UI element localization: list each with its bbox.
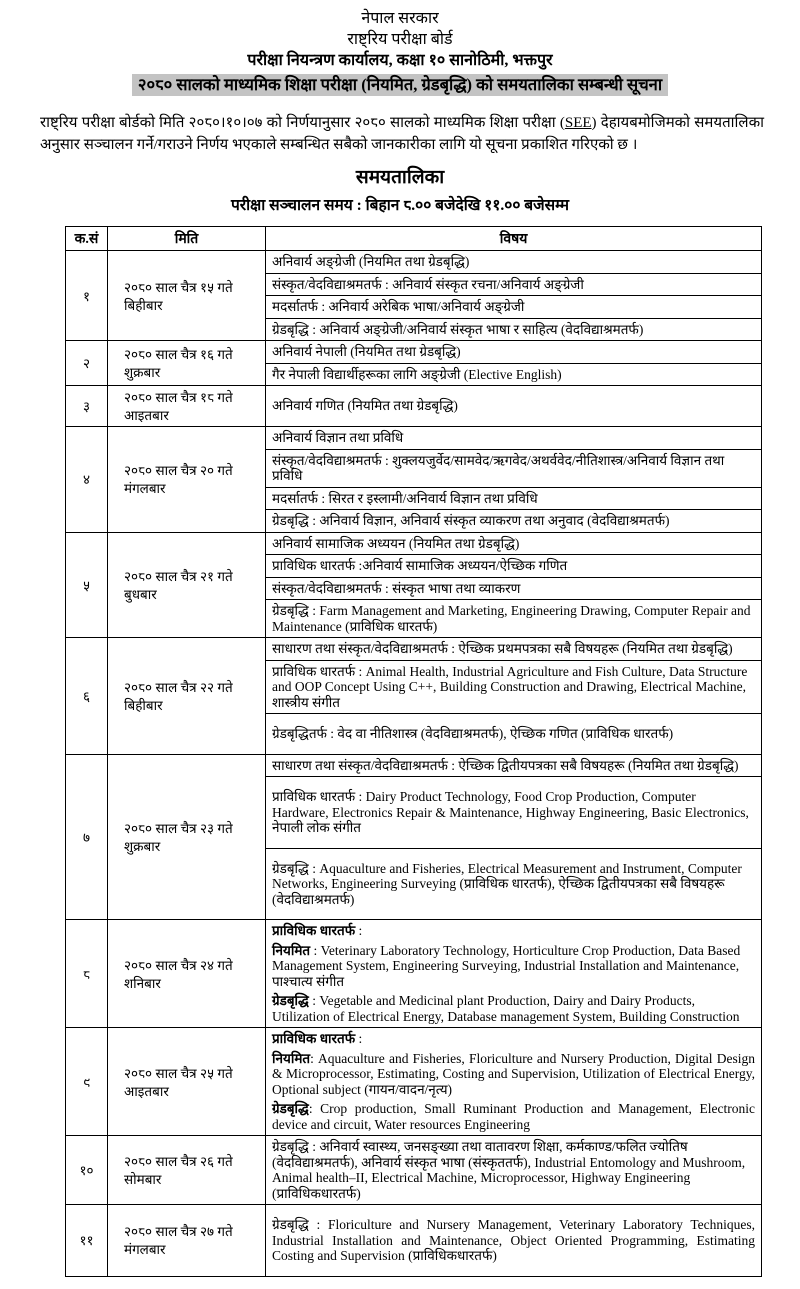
subject-line: प्राविधिक धारतर्फ : [272, 923, 363, 938]
subject-cell [266, 532, 762, 555]
table-row [66, 427, 762, 450]
date-cell: २०८० साल चैत्र २० गते मंगलबार [108, 427, 266, 533]
subject-cell [266, 363, 762, 386]
subject-cell [266, 754, 762, 777]
date-cell: २०८० साल चैत्र २४ गते शनिबार [108, 920, 266, 1028]
date-cell: २०८० साल चैत्र २१ गते बुधबार [108, 532, 266, 638]
subject-cell [266, 341, 762, 364]
date-cell: २०८० साल चैत्र २५ गते आइतबार [108, 1028, 266, 1136]
date-cell: २०८० साल चैत्र १५ गते बिहीबार [108, 251, 266, 341]
serial-number-cell: १० [66, 1136, 108, 1205]
subject-cell [266, 510, 762, 533]
date-cell: २०८० साल चैत्र १८ गते आइतबार [108, 386, 266, 427]
subject-line: प्राविधिक धारतर्फ : [272, 1031, 363, 1046]
date-cell: २०८० साल चैत्र २६ गते सोमबार [108, 1136, 266, 1205]
date-cell: २०८० साल चैत्र २७ गते मंगलबार [108, 1205, 266, 1277]
table-row [66, 1136, 762, 1205]
subject-line: नियमित : Veterinary Laboratory Technology, Horticulture Crop Production, Data Based Management System, Engineering Surveying, Industrial Installation and Maintenance, पाश्चात्य संगीत [272, 942, 741, 989]
notice-title: २०८० सालको माध्यमिक शिक्षा परीक्षा (नियमित, ग्रेडबृद्धि) को समयतालिका सम्बन्धी सूचना [132, 74, 668, 96]
subject-line: ग्रेडबृद्धि : Floriculture and Nursery Management, Veterinary Laboratory Techniques, Industrial Installation and Maintenance, Object Oriented Programming, Estimating Costing and Supervision (प्राविधिकधारतर्फ) [272, 1217, 755, 1263]
office-title: परीक्षा नियन्त्रण कार्यालय, कक्षा १० सानोठिमी, भक्तपुर [247, 52, 553, 69]
subject-cell [266, 487, 762, 510]
subject-cell [266, 577, 762, 600]
subject-cell [266, 1205, 762, 1277]
subject-line: प्राविधिक धारतर्फ : Dairy Product Technology, Food Crop Production, Computer Hardware, Electronics Repair & Maintenance, Highway Engineering, Basic Electronics, नेपाली लोक संगीत [272, 789, 749, 835]
table-row [66, 251, 762, 274]
table-row [66, 920, 762, 1028]
subject-line: अनिवार्य सामाजिक अध्ययन (नियमित तथा ग्रेडबृद्धि) [272, 535, 520, 551]
schedule-table [65, 226, 762, 1277]
government-title: नेपाल सरकार [361, 10, 439, 27]
schedule-table-header [66, 227, 762, 251]
subject-line: ग्रेडबृद्धि : Vegetable and Medicinal plant Production, Dairy and Dairy Products, Utilization of Electrical Energy, Database management System, Building Construction [272, 993, 740, 1024]
subject-line: ग्रेडबृद्धि : अनिवार्य स्वास्थ्य, जनसङ्ख्या तथा वातावरण शिक्षा, कर्मकाण्ड/फलित ज्योतिष (वेदविद्याश्रमतर्फ), अनिवार्य संस्कृत भाषा (संस्कृततर्फ), Industrial Entomology and Mushroom, Animal health–II, Electrical Machine, Microprocessor, Highway Engineering (प्राविधिकधारतर्फ) [272, 1139, 746, 1201]
serial-number-cell: ५ [66, 532, 108, 638]
subject-cell [266, 660, 762, 714]
subject-line: नियमित: Aquaculture and Fisheries, Floriculture and Nursery Production, Digital Design & Microprocessor, Estimating, Costing and Supervision, Utilization of Electrical Energy, Optional subject (गायन/वादन/नृत्य) [272, 1050, 755, 1097]
subject-cell [266, 600, 762, 638]
column-header-date: मिति [108, 227, 266, 251]
subject-line: मदर्सातर्फ : सिरत र इस्लामी/अनिवार्य विज्ञान तथा प्रविधि [272, 490, 538, 506]
serial-number-cell: ११ [66, 1205, 108, 1277]
date-cell: २०८० साल चैत्र २२ गते बिहीबार [108, 638, 266, 755]
table-row [66, 1205, 762, 1277]
date-cell: २०८० साल चैत्र २३ गते शुक्रबार [108, 754, 266, 920]
subject-line: प्राविधिक धारतर्फ : Animal Health, Industrial Agriculture and Fish Culture, Data Structure and OOP Concept Using C++, Building Construction and Drawing, Electrical Machine, शास्त्रीय संगीत [272, 663, 748, 710]
subject-cell [266, 714, 762, 755]
subject-line: ग्रेडबृद्धि : अनिवार्य विज्ञान, अनिवार्य संस्कृत व्याकरण तथा अनुवाद (वेदविद्याश्रमतर्फ) [272, 513, 670, 528]
notice-title-row [0, 74, 800, 96]
column-header-serial: क.सं [66, 227, 108, 251]
subject-cell [266, 1028, 762, 1136]
table-row [66, 386, 762, 427]
subject-cell [266, 449, 762, 487]
see-abbreviation: SEE [564, 115, 592, 131]
schedule-time-subtitle: परीक्षा सञ्चालन समय : बिहान ८.०० बजेदेखि ११.०० बजेसम्म [230, 197, 570, 214]
subject-cell [266, 273, 762, 296]
subject-cell [266, 920, 762, 1028]
subject-cell [266, 638, 762, 661]
schedule-table-body [66, 251, 762, 1277]
serial-number-cell: १ [66, 251, 108, 341]
serial-number-cell: ६ [66, 638, 108, 755]
serial-number-cell: ७ [66, 754, 108, 920]
table-row [66, 754, 762, 777]
serial-number-cell: ३ [66, 386, 108, 427]
subject-line: अनिवार्य गणित (नियमित तथा ग्रेडबृद्धि) [272, 398, 458, 414]
column-header-subject: विषय [266, 227, 762, 251]
subject-line: संस्कृत/वेदविद्याश्रमतर्फ : शुक्लयजुर्वेद/सामवेद/ऋगवेद/अथर्ववेद/नीतिशास्त्र/अनिवार्य विज्ञान तथा प्रविधि [272, 452, 725, 483]
date-cell: २०८० साल चैत्र १६ गते शुक्रबार [108, 341, 266, 386]
intro-text-before: राष्ट्रिय परीक्षा बोर्डको मिति २०८०।१०।०७ को निर्णयानुसार २०८० सालको माध्यमिक शिक्षा परीक्षा ( [40, 115, 565, 131]
subject-line: ग्रेडबृद्धितर्फ : वेद वा नीतिशास्त्र (वेदविद्याश्रमतर्फ), ऐच्छिक गणित (प्राविधिक धारतर्फ) [272, 726, 674, 741]
subject-line: अनिवार्य विज्ञान तथा प्रविधि [272, 430, 404, 445]
subject-line: प्राविधिक धारतर्फ :अनिवार्य सामाजिक अध्ययन/ऐच्छिक गणित [272, 558, 568, 573]
subject-line: संस्कृत/वेदविद्याश्रमतर्फ : अनिवार्य संस्कृत रचना/अनिवार्य अङ्ग्रेजी [272, 276, 584, 292]
subject-cell [266, 848, 762, 920]
subject-line: अनिवार्य अङ्ग्रेजी (नियमित तथा ग्रेडबृद्धि) [272, 254, 470, 269]
subject-line: ग्रेडबृद्धि : अनिवार्य अङ्ग्रेजी/अनिवार्य संस्कृत भाषा र साहित्य (वेदविद्याश्रमतर्फ) [272, 321, 644, 337]
subject-line: साधारण तथा संस्कृत/वेदविद्याश्रमतर्फ : ऐच्छिक द्वितीयपत्रका सबै विषयहरू (नियमित तथा ग्रेडबृद्धि) [272, 757, 739, 773]
header-row [66, 227, 762, 251]
serial-number-cell: ८ [66, 920, 108, 1028]
subject-cell [266, 777, 762, 849]
subject-line: साधारण तथा संस्कृत/वेदविद्याश्रमतर्फ : ऐच्छिक प्रथमपत्रका सबै विषयहरू (नियमित तथा ग्रेडबृद्धि) [272, 641, 733, 656]
intro-text-after: ) देहायबमोजिमको समयतालिका अनुसार सञ्चालन गर्ने/गराउने निर्णय भएकाले सम्बन्धित सबैको जानकारीका लागि यो सूचना प्रकाशित गरिएको छ । [40, 115, 764, 153]
subject-line: संस्कृत/वेदविद्याश्रमतर्फ : संस्कृत भाषा तथा व्याकरण [272, 580, 521, 596]
subject-line: गैर नेपाली विद्यार्थीहरूका लागि अङ्ग्रेजी (Elective English) [272, 366, 562, 382]
serial-number-cell: ९ [66, 1028, 108, 1136]
subject-cell [266, 1136, 762, 1205]
subject-cell [266, 251, 762, 274]
subject-line: ग्रेडबृद्धि: Crop production, Small Ruminant Production and Management, Electronic device and circuit, Water resources Engineering [272, 1101, 755, 1132]
serial-number-cell: ४ [66, 427, 108, 533]
subject-line: अनिवार्य नेपाली (नियमित तथा ग्रेडबृद्धि) [272, 344, 461, 359]
subject-cell [266, 296, 762, 319]
subject-line: ग्रेडबृद्धि : Aquaculture and Fisheries, Electrical Measurement and Instrument, Computer Networks, Engineering Surveying (प्राविधिक धारतर्फ), ऐच्छिक द्वितीयपत्रका सबै विषयहरू (वेदविद्याश्रमतर्फ) [272, 860, 742, 907]
schedule-title: समयतालिका [355, 167, 445, 188]
subject-cell [266, 386, 762, 427]
table-row [66, 341, 762, 364]
intro-paragraph [40, 112, 764, 156]
subject-line: ग्रेडबृद्धि : Farm Management and Marketing, Engineering Drawing, Computer Repair and Maintenance (प्राविधिक धारतर्फ) [272, 603, 751, 634]
table-row [66, 532, 762, 555]
board-title: राष्ट्रिय परीक्षा बोर्ड [347, 31, 453, 48]
subject-line: मदर्सातर्फ : अनिवार्य अरेबिक भाषा/अनिवार्य अङ्ग्रेजी [272, 299, 525, 314]
table-row [66, 638, 762, 661]
subject-cell [266, 427, 762, 450]
subject-cell [266, 555, 762, 578]
table-row [66, 1028, 762, 1136]
serial-number-cell: २ [66, 341, 108, 386]
subject-cell [266, 318, 762, 341]
